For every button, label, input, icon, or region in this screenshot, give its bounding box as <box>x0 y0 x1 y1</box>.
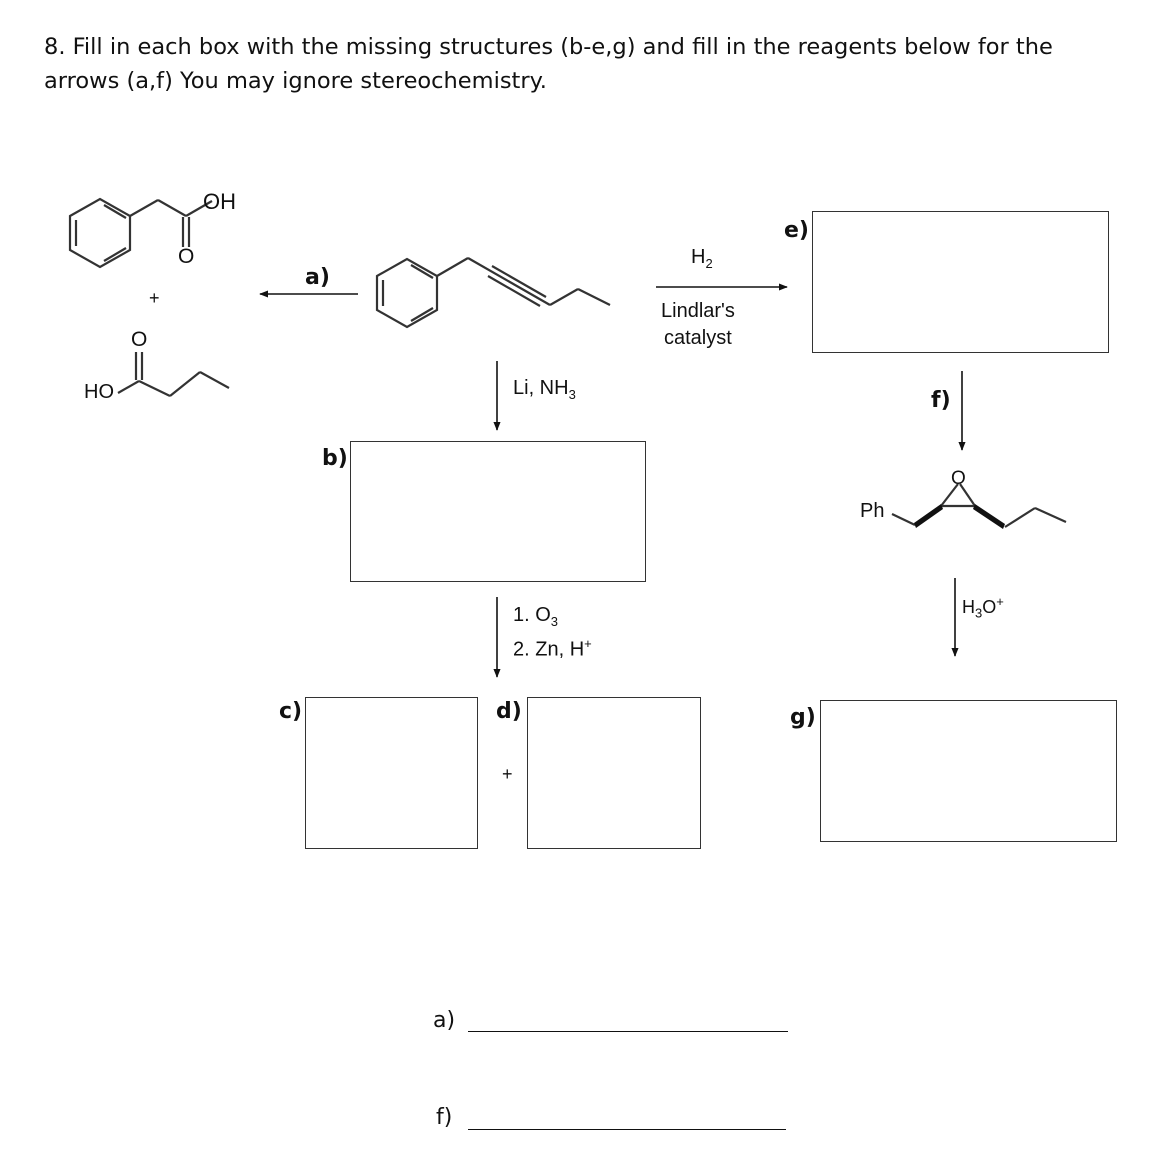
epoxide-wedge-right <box>973 504 1005 529</box>
propanoic-ho-label: HO <box>84 381 114 403</box>
acid-oh-label: OH <box>203 189 236 214</box>
label-d: d) <box>496 699 522 724</box>
answer-box-d[interactable] <box>527 697 701 849</box>
answer-box-c[interactable] <box>305 697 478 849</box>
question-line-2: arrows (a,f) You may ignore stereochemistry. <box>44 68 547 94</box>
epoxide-ph-label: Ph <box>860 500 885 522</box>
answer-line-f[interactable] <box>468 1129 786 1130</box>
label-g: g) <box>790 705 816 730</box>
reagent-zinc-acid: 2. Zn, H+ <box>513 636 592 661</box>
epoxide-wedge-left <box>914 504 943 528</box>
answer-line-a[interactable] <box>468 1031 788 1032</box>
propanoic-acid-structure <box>118 352 229 396</box>
epoxide-o-label: O <box>951 468 966 489</box>
alkyne-structure <box>377 258 610 327</box>
label-e: e) <box>784 218 809 243</box>
plus-sign: + <box>149 288 160 308</box>
reagent-h2: $H_2$ <box>691 246 713 271</box>
acid-carbonyl-o-label: O <box>178 245 195 268</box>
propanoic-o-label: O <box>131 328 148 351</box>
answer-label-f: f) <box>436 1105 453 1130</box>
plus-sign-d: + <box>502 764 513 784</box>
label-c: c) <box>279 699 303 724</box>
reagent-lindlar-line1: Lindlar's <box>661 300 735 322</box>
answer-box-e[interactable] <box>812 211 1109 353</box>
label-a: a) <box>305 265 330 290</box>
answer-label-a: a) <box>433 1008 456 1033</box>
reagent-h3o: $H_3O^+$ <box>962 594 1004 621</box>
reagent-lindlar-line2: catalyst <box>664 327 732 349</box>
answer-box-b[interactable] <box>350 441 646 582</box>
question-line-1: 8. Fill in each box with the missing structures (b-e,g) and fill in the reagents below for the <box>44 34 1053 60</box>
answer-box-g[interactable] <box>820 700 1117 842</box>
label-f: f) <box>931 388 951 413</box>
reagent-ozone: 1. $O_3$ <box>513 604 559 629</box>
reagent-li-nh3: Li, $NH_3$ <box>513 377 576 402</box>
label-b: b) <box>322 446 348 471</box>
